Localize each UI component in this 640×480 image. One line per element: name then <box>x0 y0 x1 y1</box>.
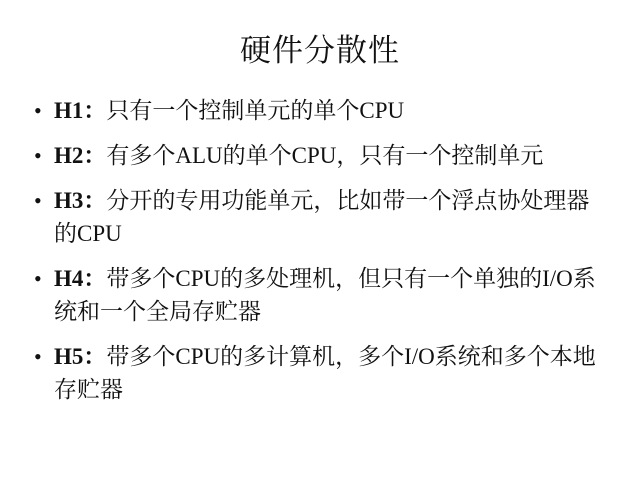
list-item-separator: ： <box>83 344 107 370</box>
list-item-label: H4 <box>54 266 84 292</box>
bullet-dot-icon: • <box>34 143 42 169</box>
list-item-label: H2 <box>54 143 84 169</box>
list-item <box>34 139 606 172</box>
list-item-label: H5 <box>54 344 84 370</box>
list-item-text <box>54 340 606 406</box>
list-item-label: H3 <box>54 188 84 214</box>
bullet-list <box>0 68 640 406</box>
list-item <box>34 262 606 328</box>
page-title: 硬件分散性 <box>240 33 400 68</box>
list-item-body: 带多个CPU的多处理机，但只有一个单独的I/O系统和一个全局存贮器 <box>54 266 596 325</box>
list-item-body: 只有一个控制单元的单个CPU <box>106 98 405 124</box>
bullet-dot-icon: • <box>34 98 42 124</box>
list-item-separator: ： <box>83 266 107 292</box>
list-item-separator: ： <box>83 143 107 169</box>
list-item-text <box>54 139 606 172</box>
list-item-text <box>54 94 606 127</box>
list-item-text <box>54 262 606 328</box>
list-item-label: H1 <box>54 98 84 124</box>
list-item <box>34 340 606 406</box>
list-item-body: 带多个CPU的多计算机，多个I/O系统和多个本地存贮器 <box>54 344 596 403</box>
bullet-dot-icon: • <box>34 344 42 370</box>
bullet-dot-icon: • <box>34 188 42 214</box>
list-item <box>34 94 606 127</box>
list-item-separator: ： <box>83 188 107 214</box>
list-item <box>34 184 606 250</box>
list-item-body: 分开的专用功能单元，比如带一个浮点协处理器的CPU <box>54 188 590 247</box>
bullet-dot-icon: • <box>34 266 42 292</box>
list-item-separator: ： <box>83 98 107 124</box>
list-item-text <box>54 184 606 250</box>
list-item-body: 有多个ALU的单个CPU，只有一个控制单元 <box>106 143 544 169</box>
